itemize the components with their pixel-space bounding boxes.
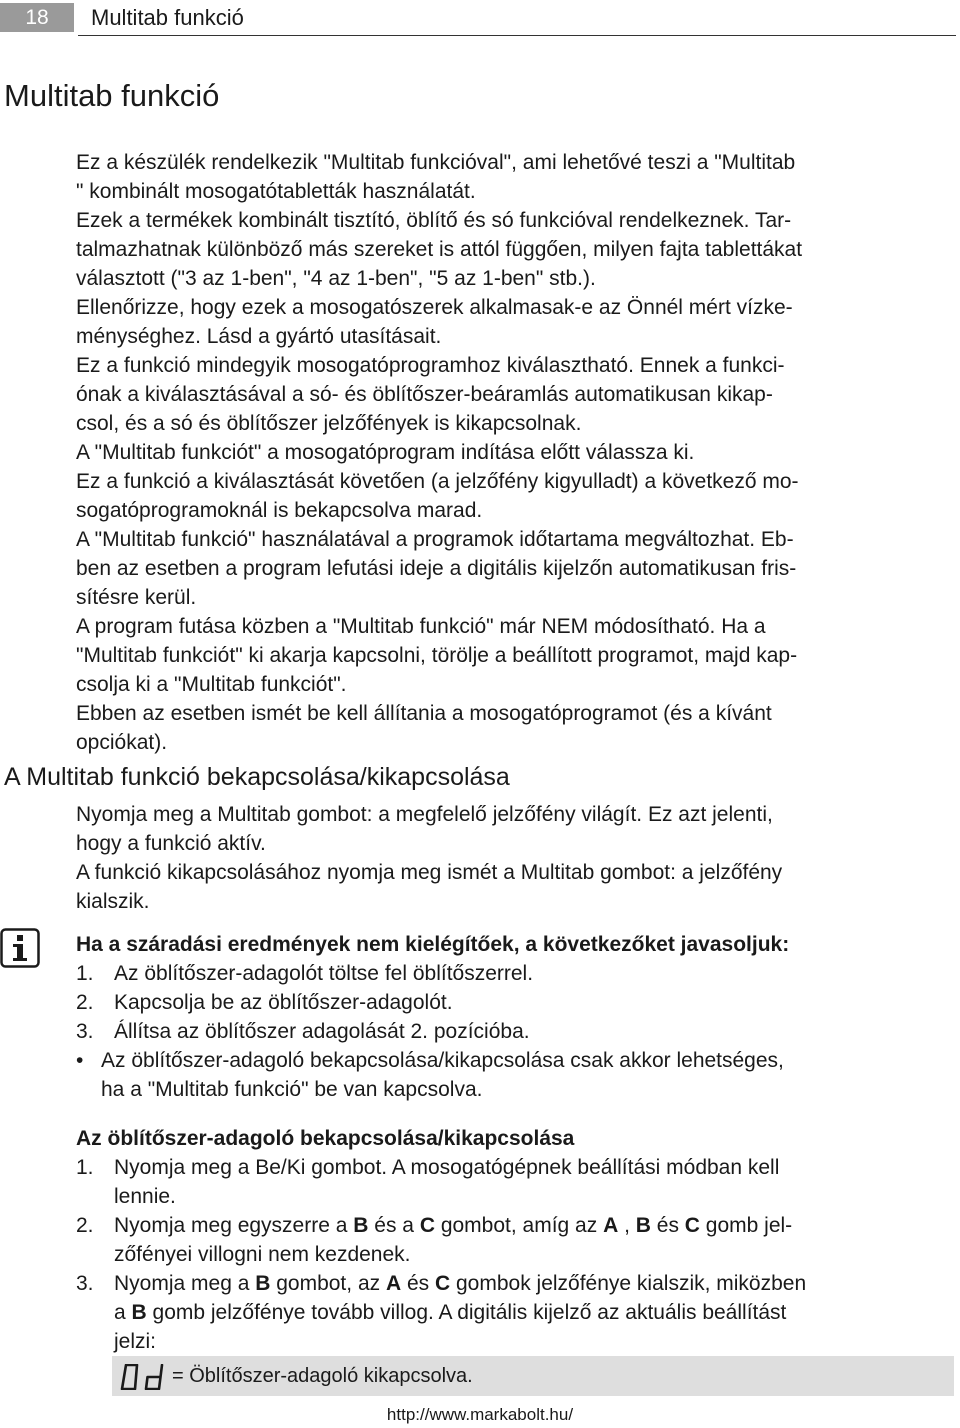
intro-line: Ezek a termékek kombinált tisztító, öblítő és só funkcióval rendelkeznek. Tar-	[76, 209, 792, 232]
intro-line: Ellenőrizze, hogy ezek a mosogatószerek alkalmasak-e az Önnél mért vízke-	[76, 296, 793, 319]
intro-line: A "Multitab funkciót" a mosogatóprogram indítása előtt válassza ki.	[76, 441, 695, 464]
intro-line: A "Multitab funkció" használatával a programok időtartama megváltozhat. Eb-	[76, 528, 794, 551]
bullet-text: Az öblítőszer-adagoló bekapcsolása/kikapcsolása csak akkor lehetséges,	[101, 1049, 784, 1072]
rinse-aid-section	[76, 1124, 956, 1356]
intro-line: "Multitab funkciót" ki akarja kapcsolni, törölje a beállított programot, majd kap-	[76, 644, 798, 667]
footer-url: http://www.markabolt.hu/	[386, 1405, 574, 1424]
page-title: Multitab funkció	[4, 78, 220, 113]
page-number: 18	[0, 3, 74, 32]
step-number: 3.	[76, 1272, 94, 1295]
step-number: 1.	[76, 1156, 94, 1179]
intro-line: Ez a funkció a kiválasztását követően (a jelzőfény kigyulladt) a következő mo-	[76, 470, 799, 493]
intro-line: ben az esetben a program lefutási ideje a digitális kijelzőn automatikusan fris-	[76, 557, 797, 580]
intro-line: " kombinált mosogatótabletták használatát.	[76, 180, 476, 203]
list-item	[76, 1046, 956, 1104]
list-item	[76, 1269, 956, 1356]
step-number: 3.	[76, 1020, 94, 1043]
intro-line: Ez a funkció mindegyik mosogatóprogramhoz kiválasztható. Ennek a funkci-	[76, 354, 785, 377]
intro-line: ménységhez. Lásd a gyártó utasításait.	[76, 325, 442, 348]
drying-tips	[76, 930, 956, 1104]
step-number: 1.	[76, 962, 94, 985]
intro-line: sítésre kerül.	[76, 586, 197, 609]
bullet-text: ha a "Multitab funkció" be van kapcsolva.	[101, 1078, 483, 1101]
intro-line: ónak a kiválasztásával a só- és öblítőszer-beáramlás automatikusan kikap-	[76, 383, 773, 406]
toggle-line: A funkció kikapcsolásához nyomja meg ismét a Multitab gombot: a jelzőfény	[76, 861, 783, 884]
step-text: lennie.	[114, 1185, 176, 1208]
step-number: 2.	[76, 991, 94, 1014]
list-item	[76, 1211, 956, 1269]
step-text: a B gomb jelzőfénye tovább villog. A digitális kijelző az aktuális beállítást	[114, 1301, 787, 1324]
step-number: 2.	[76, 1214, 94, 1237]
intro-line: választott ("3 az 1-ben", "4 az 1-ben", "5 az 1-ben" stb.).	[76, 267, 596, 290]
step-text: Nyomja meg a Be/Ki gombot. A mosogatógépnek beállítási módban kell	[114, 1156, 780, 1179]
page-header	[0, 0, 960, 36]
display-legend	[112, 1356, 954, 1396]
intro-line: Ez a készülék rendelkezik "Multitab funkcióval", ami lehetővé teszi a "Multitab	[76, 151, 796, 174]
toggle-line: hogy a funkció aktív.	[76, 832, 266, 855]
step-text: zőfényei villogni nem kezdenek.	[114, 1243, 411, 1266]
step-text: jelzi:	[114, 1330, 157, 1353]
list-item	[76, 988, 956, 1017]
step-text: Nyomja meg egyszerre a B és a C gombot, amíg az A , B és C gomb jel-	[114, 1214, 793, 1237]
seven-segment-display-icon	[120, 1364, 166, 1390]
header-divider	[78, 35, 956, 36]
display-legend-text: = Öblítőszer-adagoló kikapcsolva.	[172, 1365, 473, 1387]
intro-line: csolja ki a "Multitab funkciót".	[76, 673, 347, 696]
toggle-line: kialszik.	[76, 890, 150, 913]
toggle-line: Nyomja meg a Multitab gombot: a megfelelő jelzőfény világít. Ez azt jelenti,	[76, 803, 773, 826]
intro-line: sogatóprogramoknál is bekapcsolva marad.	[76, 499, 483, 522]
list-item	[76, 959, 956, 988]
step-text: Az öblítőszer-adagolót töltse fel öblítőszerrel.	[114, 962, 534, 985]
rinse-steps	[76, 1153, 956, 1356]
info-icon	[0, 928, 40, 968]
list-item	[76, 1153, 956, 1211]
intro-line: opciókat).	[76, 731, 168, 754]
intro-line: csol, és a só és öblítőszer jelzőfények is kikapcsolnak.	[76, 412, 582, 435]
running-title: Multitab funkció	[91, 5, 244, 30]
step-text: Kapcsolja be az öblítőszer-adagolót.	[114, 991, 453, 1014]
tips-bullets	[76, 1046, 956, 1104]
section-title: A Multitab funkció bekapcsolása/kikapcsolása	[4, 763, 510, 791]
intro-line: A program futása közben a "Multitab funkció" már NEM módosítható. Ha a	[76, 615, 766, 638]
tips-steps	[76, 959, 956, 1046]
tips-heading: Ha a száradási eredmények nem kielégítőek, a következőket javasoljuk:	[76, 933, 790, 956]
rinse-heading: Az öblítőszer-adagoló bekapcsolása/kikapcsolása	[76, 1127, 575, 1150]
list-item	[76, 1017, 956, 1046]
intro-line: Ebben az esetben ismét be kell állítania a mosogatóprogramot (és a kívánt	[76, 702, 772, 725]
step-text: Nyomja meg a B gombot, az A és C gombok jelzőfénye kialszik, miközben	[114, 1272, 807, 1295]
bullet-marker: •	[76, 1049, 84, 1072]
intro-paragraph	[76, 148, 956, 757]
intro-line: talmazhatnak különböző más szereket is attól függően, milyen fajta tablettákat	[76, 238, 803, 261]
toggle-paragraph	[76, 800, 956, 916]
step-text: Állítsa az öblítőszer adagolását 2. pozícióba.	[114, 1020, 530, 1043]
